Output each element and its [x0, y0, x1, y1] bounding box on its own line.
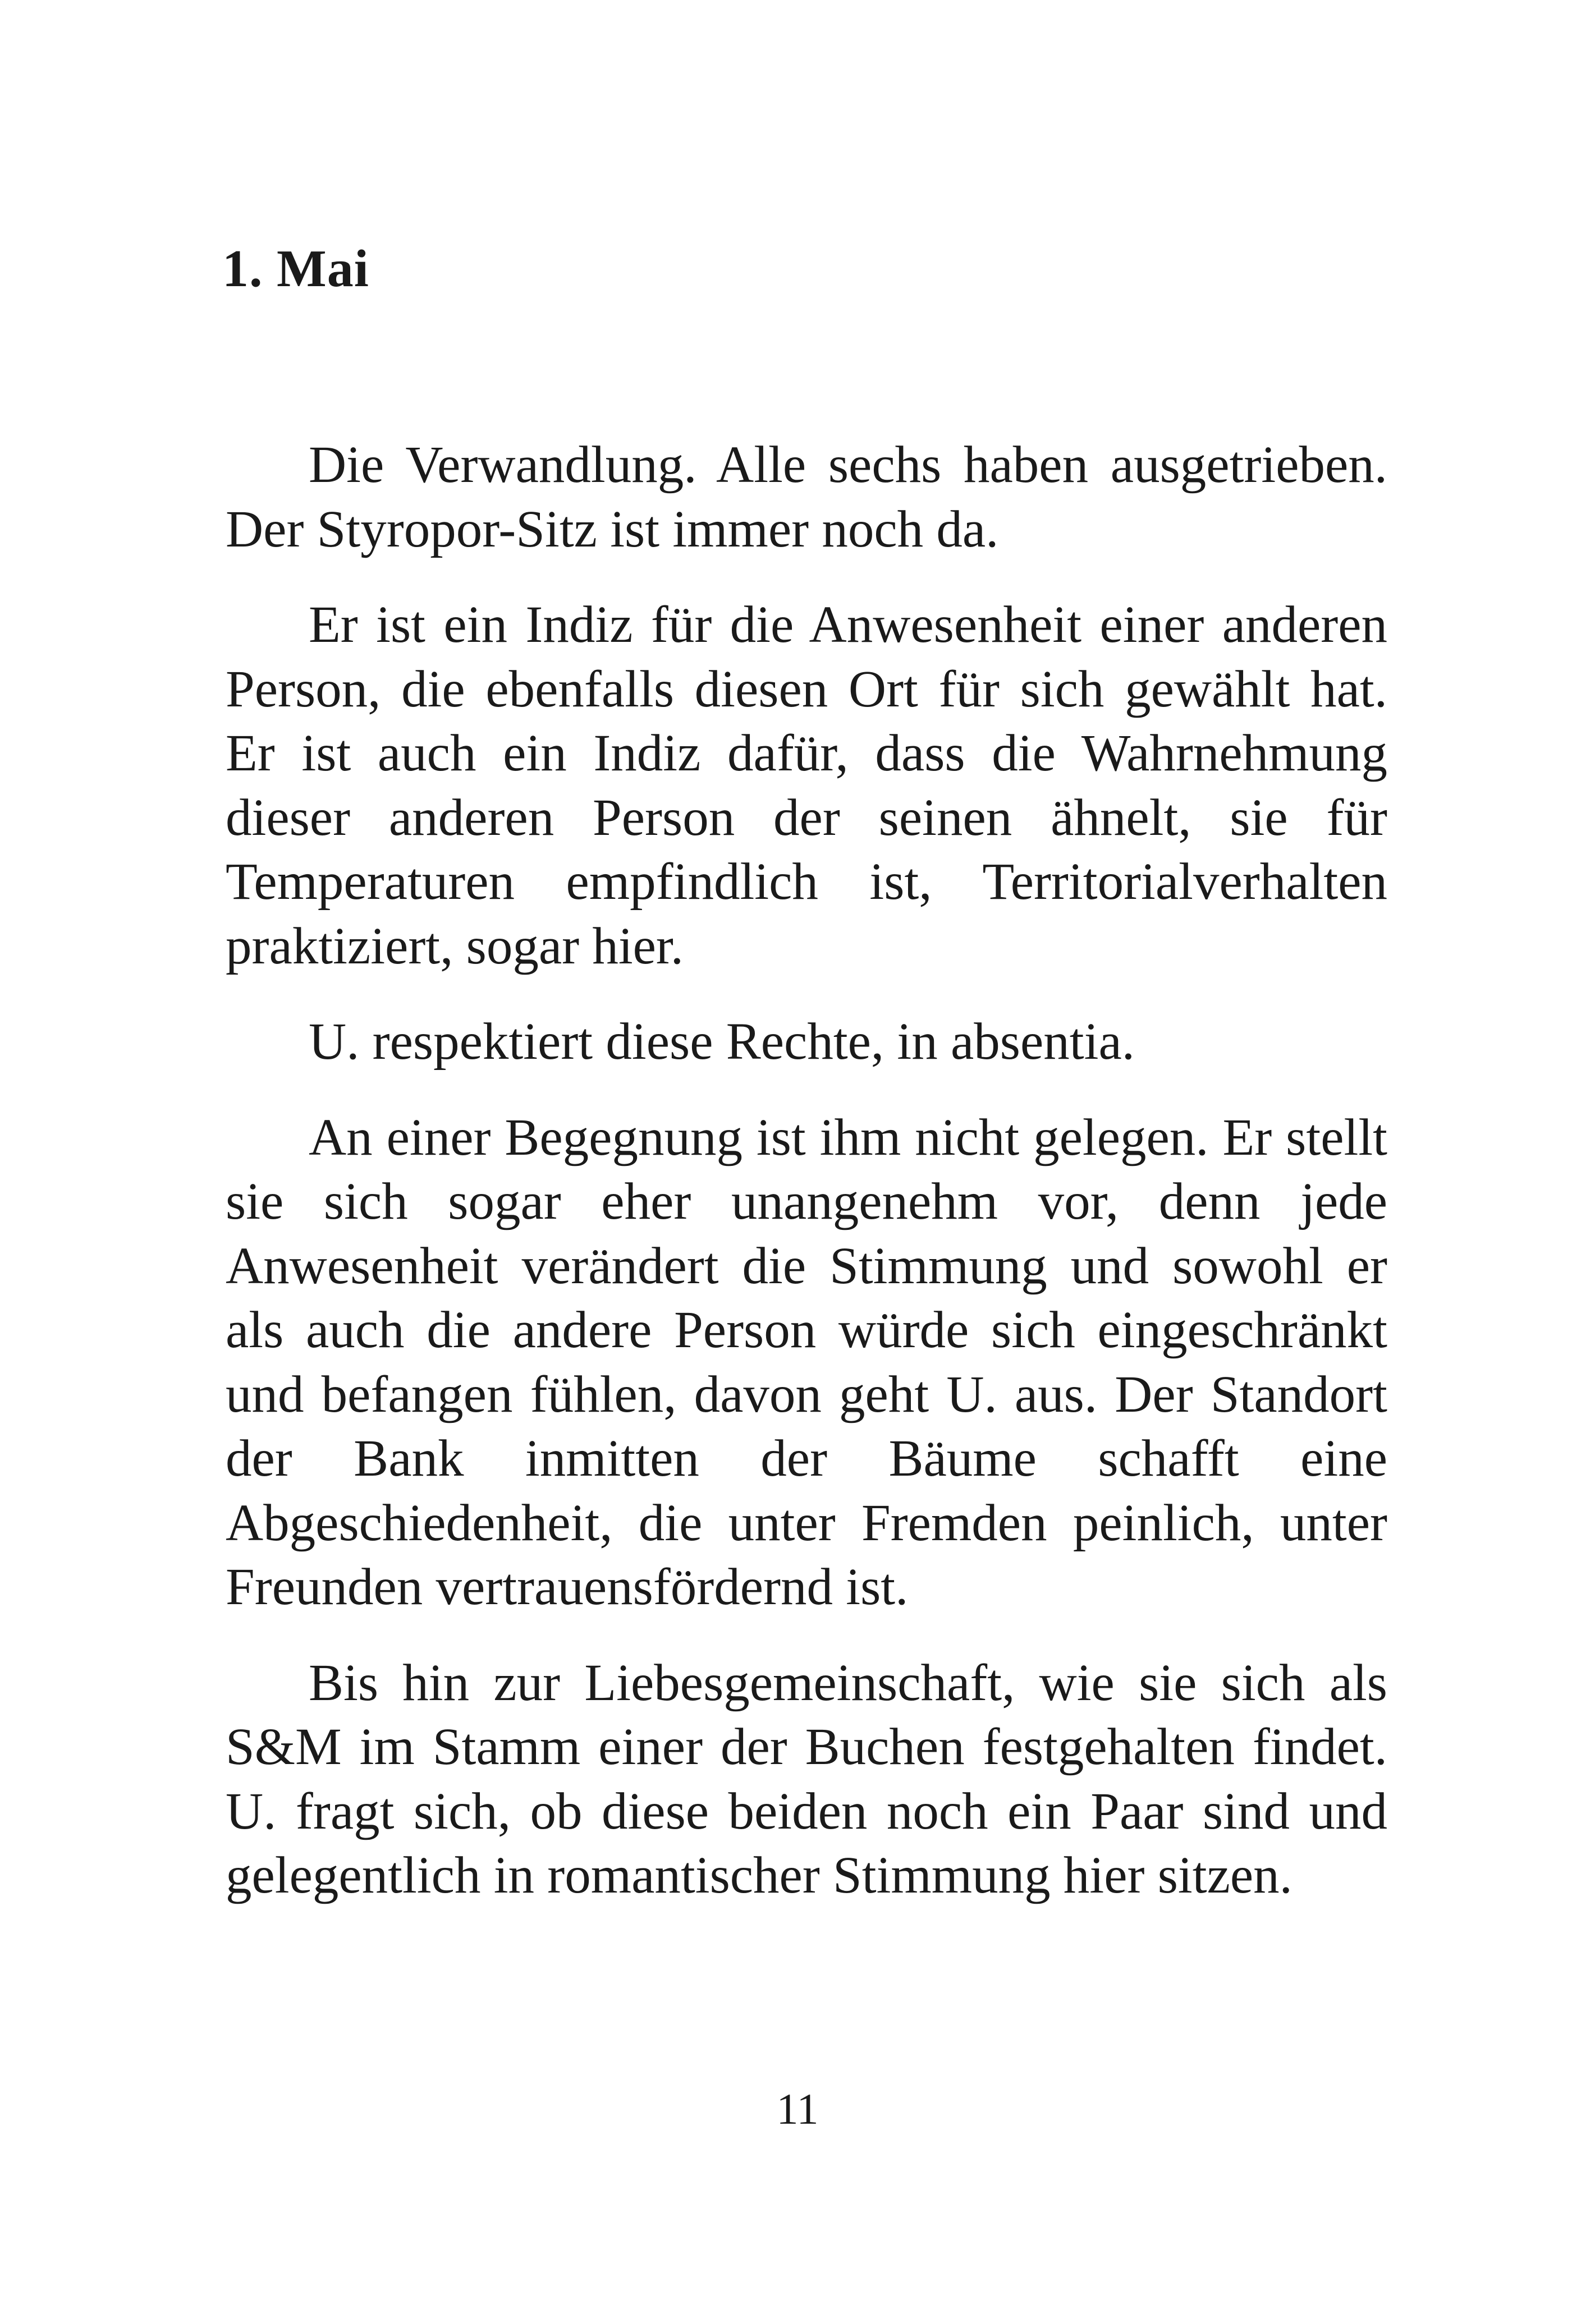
body-text — [226, 433, 1387, 1940]
paragraph: U. respektiert diese Rechte, in absentia. — [309, 1013, 1135, 1071]
paragraph: Die Verwandlung. Alle sechs haben ausgetrieben. Der Styropor-Sitz ist immer noch da. — [226, 436, 1387, 558]
paragraph: An einer Begegnung ist ihm nicht gelegen. Er stellt sie sich sogar eher unangenehm vor, denn jede Anwesenheit verändert die Stimmung und sowohl er als auch die andere Person würde sich eingeschränkt und befangen fühlen, davon geht U. aus. Der Standort der Bank inmitten der Bäume schafft eine Abgeschiedenheit, die unter Fremden peinlich, unter Freunden vertrauensfördernd ist. — [226, 1108, 1387, 1616]
paragraph: Bis hin zur Liebesgemeinschaft, wie sie sich als S&M im Stamm einer der Buchen festgehalten findet. U. fragt sich, ob diese beiden noch ein Paar sind und gelegentlich in romantischer Stimmung hier sitzen. — [226, 1654, 1387, 1904]
paragraph: Er ist ein Indiz für die Anwesenheit einer anderen Person, die ebenfalls diesen Ort für sich gewählt hat. Er ist auch ein Indiz dafür, dass die Wahrnehmung dieser anderen Person der seinen ähnelt, sie für Temperaturen empfindlich ist, Territorialverhalten praktiziert, sogar hier. — [226, 596, 1387, 975]
chapter-title: 1. Mai — [222, 240, 369, 298]
page-number: 11 — [776, 2084, 819, 2133]
